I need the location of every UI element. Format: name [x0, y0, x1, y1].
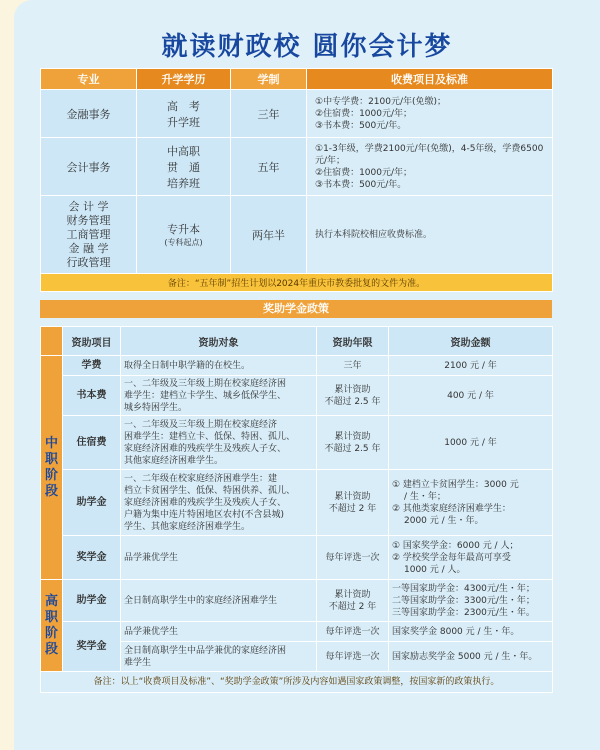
table-row: [41, 138, 553, 196]
aid-years: 累计资助 不超过 2.5 年: [317, 416, 389, 470]
aid-target: 品学兼优学生: [121, 536, 317, 580]
table-row: [41, 536, 553, 580]
aid-target: 一、二年级及三年级上期在校家庭经济困 难学生：建档立卡学生、城乡低保学生、 城乡特困学生。: [121, 376, 317, 416]
duration-cell: 三年: [231, 90, 307, 138]
aid-amount: ① 建档立卡贫困学生：3000 元 / 生・年； ② 其他类家庭经济困难学生： 2000 元 / 生・年。: [389, 470, 553, 536]
table-row: [41, 90, 553, 138]
aid-note: 备注：以上“收费项目及标准”、“奖助学金政策”所涉及内容如遇国家政策调整，按国家新的政策执行。: [41, 672, 553, 693]
table-row: [41, 470, 553, 536]
header-duration: 学制: [231, 69, 307, 90]
duration-cell: 两年半: [231, 196, 307, 274]
header-level: 升学学历: [137, 69, 231, 90]
aid-item: 学费: [63, 356, 121, 376]
aid-target: 取得全日制中职学籍的在校生。: [121, 356, 317, 376]
table-row: [41, 622, 553, 642]
duration-cell: 五年: [231, 138, 307, 196]
stage-label-higher: 高职阶段: [41, 580, 63, 672]
table-row: [41, 580, 553, 622]
aid-amount: ① 国家奖学金：6000 元 / 人； ② 学校奖学金每年最高可享受 1000 元 / 人。: [389, 536, 553, 580]
aid-years: 每年评选一次: [317, 642, 389, 672]
aid-years: 每年评选一次: [317, 622, 389, 642]
header-fees: 收费项目及标准: [307, 69, 553, 90]
aid-years: 累计资助 不超过 2 年: [317, 580, 389, 622]
aid-item: 书本费: [63, 376, 121, 416]
level-cell: 专升本 (专科起点): [137, 196, 231, 274]
header-aid-years: 资助年限: [317, 327, 389, 356]
level-cell: 中高职 贯 通 培养班: [137, 138, 231, 196]
aid-target: 全日制高职学生中的家庭经济困难学生: [121, 580, 317, 622]
aid-years: 累计资助 不超过 2.5 年: [317, 376, 389, 416]
header-major: 专业: [41, 69, 137, 90]
fees-note: 备注：“五年制”招生计划以2024年重庆市教委批复的文件为准。: [41, 274, 553, 292]
aid-amount: 2100 元 / 年: [389, 356, 553, 376]
aid-amount: 国家奖学金 8000 元 / 生・年。: [389, 622, 553, 642]
aid-section-title: 奖助学金政策: [40, 300, 552, 318]
fee-cell: 执行本科院校相应收费标准。: [307, 196, 553, 274]
header-aid-amount: 资助金额: [389, 327, 553, 356]
aid-item: 助学金: [63, 470, 121, 536]
fee-cell: ①1-3年级，学费2100元/年(免缴)，4-5年级，学费6500 元/年； ②住宿费：1000元/年； ③书本费：500元/年。: [307, 138, 553, 196]
aid-item: 助学金: [63, 580, 121, 622]
aid-item: 住宿费: [63, 416, 121, 470]
aid-years: 三年: [317, 356, 389, 376]
aid-target: 全日制高职学生中品学兼优的家庭经济困 难学生: [121, 642, 317, 672]
table-row: [41, 356, 553, 376]
stage-label-secondary: 中职阶段: [41, 356, 63, 580]
aid-target: 品学兼优学生: [121, 622, 317, 642]
aid-years: 累计资助 不超过 2 年: [317, 470, 389, 536]
table-row: [41, 416, 553, 470]
table-row: [41, 376, 553, 416]
page-title: 就读财政校 圆你会计梦: [161, 32, 453, 62]
table-row: [41, 196, 553, 274]
major-cell: 会计事务: [41, 138, 137, 196]
aid-item: 奖学金: [63, 622, 121, 672]
major-cell: 金融事务: [41, 90, 137, 138]
aid-amount: 1000 元 / 年: [389, 416, 553, 470]
header-aid-target: 资助对象: [121, 327, 317, 356]
aid-target: 一、二年级及三年级上期在校家庭经济 困难学生：建档立卡、低保、特困、孤儿、 家庭经济困难的残疾学生及残疾人子女、 其他家庭经济困难学生。: [121, 416, 317, 470]
fee-cell: ①中专学费：2100元/年(免缴)； ②住宿费：1000元/年； ③书本费：500元/年。: [307, 90, 553, 138]
aid-amount: 国家励志奖学金 5000 元 / 生・年。: [389, 642, 553, 672]
level-cell: 高 考 升学班: [137, 90, 231, 138]
aid-table: [40, 326, 553, 693]
major-cell: 会 计 学 财务管理 工商管理 金 融 学 行政管理: [41, 196, 137, 274]
aid-amount: 400 元 / 年: [389, 376, 553, 416]
aid-amount: 一等国家助学金：4300元/生・年； 二等国家助学金：3300元/生・年； 三等国家助学金：2300元/生・年。: [389, 580, 553, 622]
aid-item: 奖学金: [63, 536, 121, 580]
aid-years: 每年评选一次: [317, 536, 389, 580]
header-aid-item: 资助项目: [63, 327, 121, 356]
fees-table: [40, 68, 553, 292]
aid-target: 一、二年级在校家庭经济困难学生：建 档立卡贫困学生、低保、特困供养、孤儿、 家庭经济困难的残疾学生及残疾人子女、 户籍为集中连片特困地区农村(不含县城) 学生、其他家庭经济困难学生。: [121, 470, 317, 536]
